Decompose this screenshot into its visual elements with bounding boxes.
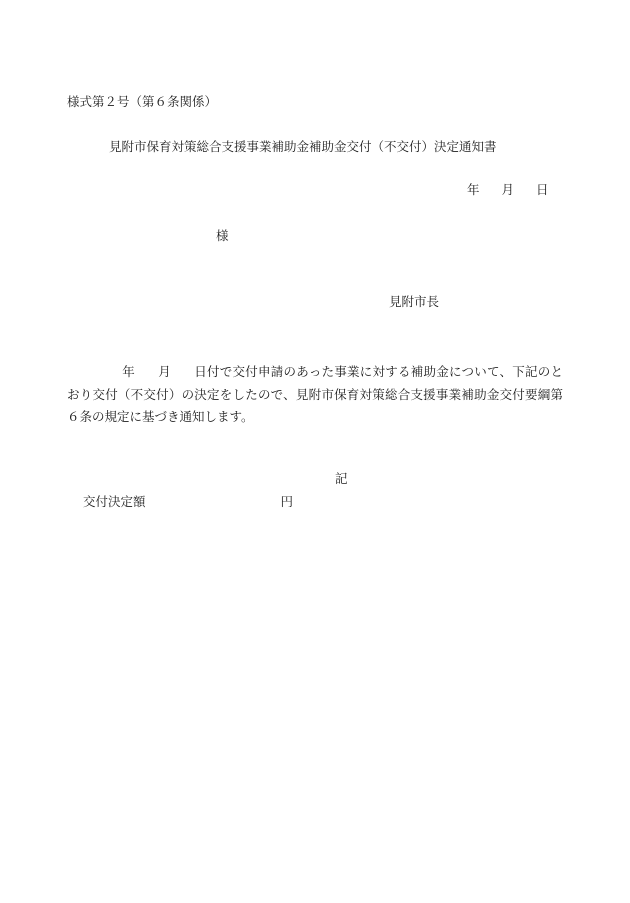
body-year-label: 年 — [122, 364, 135, 379]
date-day-label: 日 — [536, 182, 549, 197]
issue-date — [467, 184, 549, 197]
date-year-label: 年 — [467, 182, 480, 197]
form-number: 様式第２号（第６条関係） — [67, 94, 218, 109]
amount-label: 交付決定額 — [83, 494, 146, 509]
addressee-suffix: 様 — [216, 228, 229, 243]
document-title: 見附市保育対策総合支援事業補助金補助金交付（不交付）決定通知書 — [109, 139, 497, 154]
body-month-label: 月 — [158, 364, 171, 379]
notice-body — [67, 361, 563, 429]
issuer-name: 見附市長 — [389, 294, 440, 309]
ki-heading: 記 — [335, 471, 348, 486]
amount-row — [83, 496, 293, 509]
amount-unit: 円 — [280, 494, 294, 509]
body-text: 日付で交付申請のあった事業に対する補助金について、下記のとおり交付（不交付）の決定をしたので、見附市保育対策総合支援事業補助金交付要綱第６条の規定に基づき通知します。 — [67, 364, 563, 424]
date-month-label: 月 — [501, 182, 515, 197]
